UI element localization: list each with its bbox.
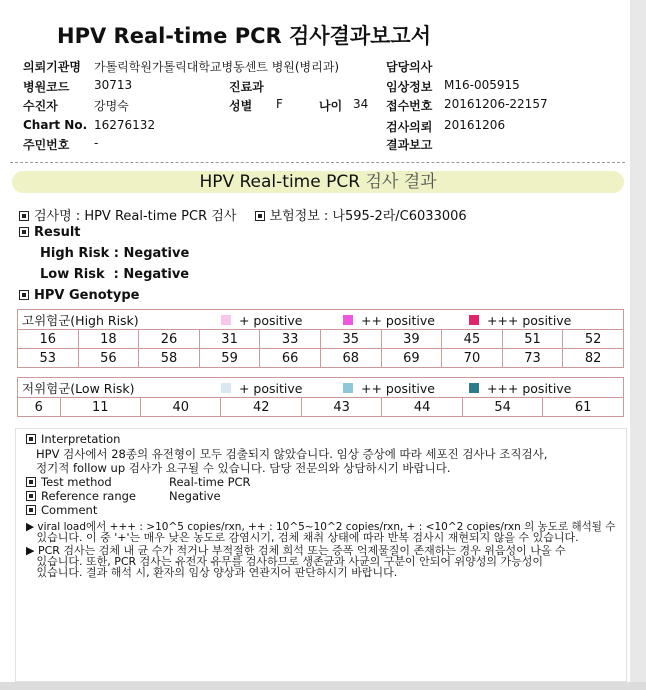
genotype-cell: 82 xyxy=(563,349,624,368)
high-risk-header-row xyxy=(18,310,624,330)
department-label: 진료과 xyxy=(229,80,264,94)
genotype-cell: 70 xyxy=(442,349,503,368)
genotype-cell: 43 xyxy=(301,398,381,417)
section-title-main: HPV Real-time PCR xyxy=(199,172,361,192)
section-title xyxy=(12,171,624,193)
bullet-square-icon xyxy=(26,491,36,501)
window-scrollbar-area xyxy=(630,0,646,690)
bullet-square-icon xyxy=(19,290,29,300)
test-method-value: Real-time PCR xyxy=(169,475,251,489)
resident-no-value: - xyxy=(94,136,99,150)
genotype-cell: 40 xyxy=(141,398,221,417)
high-risk-label: 고위험군(High Risk) xyxy=(22,312,139,328)
reference-range-label: Reference range xyxy=(41,489,137,503)
high-risk-row-1 xyxy=(18,330,624,349)
resident-no-label: 주민번호 xyxy=(23,138,70,152)
genotype-heading: HPV Genotype xyxy=(34,288,140,303)
test-name: 검사명 : HPV Real-time PCR 검사 xyxy=(34,209,237,224)
legend-plus2-swatch xyxy=(343,315,353,325)
bullet-square-icon xyxy=(19,211,29,221)
legend-plus-swatch xyxy=(221,315,231,325)
genotype-cell: 18 xyxy=(78,330,139,349)
bullet-square-icon xyxy=(26,434,36,444)
hospital-code-label: 병원코드 xyxy=(23,80,70,94)
hospital-code-value: 30713 xyxy=(94,78,133,92)
genotype-heading-line xyxy=(19,288,139,303)
age-value: 34 xyxy=(353,97,369,111)
genotype-cell: 33 xyxy=(260,330,321,349)
genotype-cell: 61 xyxy=(543,398,624,417)
genotype-cell: 52 xyxy=(563,330,624,349)
window-bottom-edge xyxy=(0,682,646,690)
genotype-cell: 6 xyxy=(18,398,61,417)
interpretation-heading: Interpretation xyxy=(41,432,121,446)
clinical-info-value: M16-005915 xyxy=(444,78,520,92)
request-date-value: 20161206 xyxy=(444,118,506,132)
genotype-cell: 35 xyxy=(320,330,381,349)
test-method-line xyxy=(26,475,112,489)
genotype-cell: 45 xyxy=(442,330,503,349)
genotype-cell: 16 xyxy=(18,330,79,349)
bullet-square-icon xyxy=(255,211,265,221)
genotype-cell: 59 xyxy=(199,349,260,368)
high-risk-result: High Risk : Negative xyxy=(40,246,190,261)
comment-heading: Comment xyxy=(41,503,98,517)
genotype-cell: 58 xyxy=(139,349,200,368)
result-heading-line xyxy=(19,225,81,240)
genotype-cell: 68 xyxy=(320,349,381,368)
receipt-no-value: 20161206-22157 xyxy=(444,97,548,111)
genotype-cell: 53 xyxy=(18,349,79,368)
sex-value: F xyxy=(276,97,283,111)
bullet-square-icon xyxy=(26,477,36,487)
legend-plus3-swatch xyxy=(469,315,479,325)
interpretation-text-1: HPV 검사에서 28종의 유전형이 모두 검출되지 않았습니다. 임상 증상에 따라 세포진 검사나 조직검사, xyxy=(36,447,548,461)
test-method-label: Test method xyxy=(41,475,112,489)
low-risk-header-row xyxy=(18,378,624,398)
comment-2a: ▶ PCR 검사는 검체 내 균 수가 적거나 부적절한 검체 희석 또는 증폭 억제물질이 존재하는 경우 위음성이 나올 수 xyxy=(26,544,566,557)
genotype-cell: 39 xyxy=(381,330,442,349)
legend-plus-label: + positive xyxy=(238,312,303,328)
sex-label: 성별 xyxy=(229,99,253,113)
genotype-cell: 73 xyxy=(502,349,563,368)
comment-2c: 있습니다. 결과 해석 시, 환자의 임상 양상과 연관지어 판단하시기 바랍니다. xyxy=(26,566,398,579)
recipient-value: 강명숙 xyxy=(94,99,129,113)
high-risk-genotype-table xyxy=(17,309,624,368)
bullet-square-icon xyxy=(26,505,36,515)
report-title: HPV Real-time PCR 검사결과보고서 xyxy=(57,24,431,48)
genotype-cell: 56 xyxy=(78,349,139,368)
comment-2b: 있습니다. 또한, PCR 검사는 유전자 유무를 검사하므로 생존균과 사균의 구분이 안되어 위양성의 가능성이 xyxy=(26,555,544,568)
legend-plus2-swatch xyxy=(343,383,353,393)
genotype-cell: 51 xyxy=(502,330,563,349)
legend-plus2-label: ++ positive xyxy=(360,312,435,328)
genotype-cell: 54 xyxy=(462,398,542,417)
legend-plus3-swatch xyxy=(469,383,479,393)
genotype-cell: 42 xyxy=(221,398,301,417)
request-date-label: 검사의뢰 xyxy=(386,120,433,134)
low-risk-header xyxy=(18,378,624,398)
comment-1a: ▶ viral load에서 +++ : >10^5 copies/rxn, ++ : 10^5~10^2 copies/rxn, + : <10^2 copies/rxn 의 농도로 해석될 수 xyxy=(26,520,616,533)
age-label: 나이 xyxy=(319,99,343,113)
chart-no-value: 16276132 xyxy=(94,118,156,132)
genotype-cell: 11 xyxy=(60,398,140,417)
low-risk-row-1 xyxy=(18,398,624,417)
low-risk-label: 저위험군(Low Risk) xyxy=(22,380,135,396)
comment-1b: 있습니다. 이 중 '+'는 매우 낮은 농도로 감염시기, 검체 채취 상태에 따라 반복 검사시 재현되지 않을 수 있습니다. xyxy=(26,531,579,544)
legend-plus-label: + positive xyxy=(238,380,303,396)
low-risk-genotype-table xyxy=(17,377,624,417)
legend-plus2-label: ++ positive xyxy=(360,380,435,396)
genotype-cell: 31 xyxy=(199,330,260,349)
bullet-square-icon xyxy=(19,227,29,237)
interpretation-text-2: 정기적 follow up 검사가 요구될 수 있습니다. 담당 전문의와 상담하시기 바랍니다. xyxy=(36,461,451,475)
high-risk-row-2 xyxy=(18,349,624,368)
institution-value: 가톨릭학원가톨릭대학교병동센트 병원(병리과) xyxy=(94,60,340,74)
reference-range-value: Negative xyxy=(169,489,221,503)
legend-plus3-label: +++ positive xyxy=(486,312,572,328)
receipt-no-label: 접수번호 xyxy=(386,99,433,113)
result-heading: Result xyxy=(34,225,81,240)
institution-label: 의뢰기관명 xyxy=(23,60,81,74)
header-divider xyxy=(10,162,625,163)
doctor-label: 담당의사 xyxy=(386,60,433,74)
comment-heading-line xyxy=(26,503,97,517)
recipient-label: 수진자 xyxy=(23,99,58,113)
low-risk-result: Low Risk : Negative xyxy=(40,267,190,282)
chart-no-label: Chart No. xyxy=(23,118,88,132)
legend-plus-swatch xyxy=(221,383,231,393)
test-name-line xyxy=(19,205,467,224)
high-risk-header xyxy=(18,310,624,330)
reference-range-line xyxy=(26,489,136,503)
genotype-cell: 66 xyxy=(260,349,321,368)
clinical-info-label: 임상정보 xyxy=(386,80,433,94)
section-title-sub: 검사 결과 xyxy=(360,172,437,192)
interpretation-heading-line xyxy=(26,432,120,446)
genotype-cell: 44 xyxy=(382,398,462,417)
result-report-label: 결과보고 xyxy=(386,138,433,152)
genotype-cell: 69 xyxy=(381,349,442,368)
genotype-cell: 26 xyxy=(139,330,200,349)
legend-plus3-label: +++ positive xyxy=(486,380,572,396)
insurance-info: 보험정보 : 나595-2라/C6033006 xyxy=(269,209,467,224)
